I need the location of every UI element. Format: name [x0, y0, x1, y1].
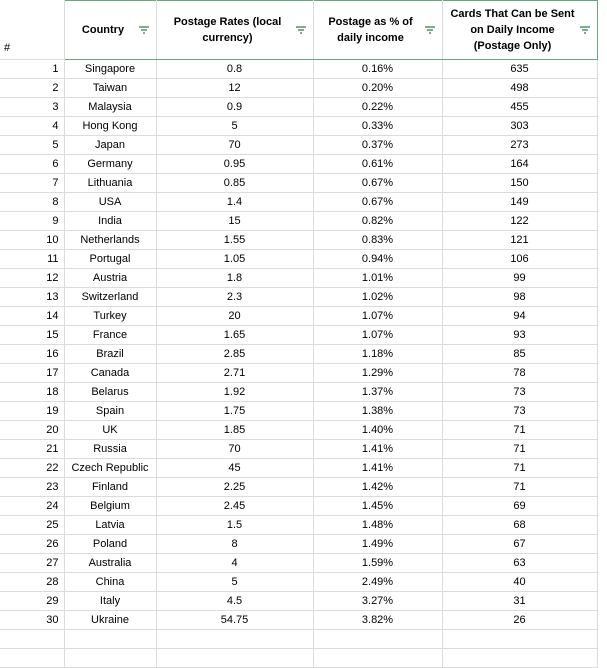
postage-rate-cell[interactable]: 2.3: [156, 287, 313, 306]
row-number-cell[interactable]: 25: [0, 515, 64, 534]
postage-rate-cell[interactable]: 2.25: [156, 477, 313, 496]
table-row: [0, 325, 597, 344]
filter-icon[interactable]: [138, 24, 150, 36]
country-cell[interactable]: Czech Republic: [64, 458, 156, 477]
postage-rate-cell[interactable]: 0.9: [156, 97, 313, 116]
postage-pct-cell[interactable]: 1.41%: [313, 458, 442, 477]
table-row: [0, 287, 597, 306]
cards-cell[interactable]: 69: [442, 496, 597, 515]
cards-cell[interactable]: 122: [442, 211, 597, 230]
country-cell[interactable]: Japan: [64, 135, 156, 154]
row-number-cell[interactable]: 14: [0, 306, 64, 325]
country-cell[interactable]: China: [64, 572, 156, 591]
postage-pct-cell[interactable]: 1.38%: [313, 401, 442, 420]
postage-pct-cell[interactable]: 0.94%: [313, 249, 442, 268]
postage-rate-cell[interactable]: 8: [156, 534, 313, 553]
postage-pct-cell[interactable]: 1.02%: [313, 287, 442, 306]
postage-pct-cell[interactable]: 1.42%: [313, 477, 442, 496]
empty-cell[interactable]: [64, 648, 156, 667]
postage-rate-cell[interactable]: 1.05: [156, 249, 313, 268]
row-number-cell[interactable]: 16: [0, 344, 64, 363]
postage-pct-cell[interactable]: 0.20%: [313, 78, 442, 97]
country-cell[interactable]: Switzerland: [64, 287, 156, 306]
cards-cell[interactable]: 121: [442, 230, 597, 249]
table-row: [0, 439, 597, 458]
row-number-cell[interactable]: 28: [0, 572, 64, 591]
cards-cell[interactable]: 71: [442, 439, 597, 458]
table-row: [0, 610, 597, 629]
cards-cell[interactable]: 85: [442, 344, 597, 363]
table-row: [0, 515, 597, 534]
postage-pct-cell[interactable]: 1.45%: [313, 496, 442, 515]
table-row: [0, 97, 597, 116]
row-number-cell[interactable]: 23: [0, 477, 64, 496]
cards-cell[interactable]: 40: [442, 572, 597, 591]
postage-pct-cell[interactable]: 1.49%: [313, 534, 442, 553]
row-number-cell[interactable]: 1: [0, 59, 64, 78]
country-cell[interactable]: Austria: [64, 268, 156, 287]
country-cell[interactable]: Netherlands: [64, 230, 156, 249]
row-number-cell[interactable]: 22: [0, 458, 64, 477]
postage-rate-cell[interactable]: 45: [156, 458, 313, 477]
cards-cell[interactable]: 498: [442, 78, 597, 97]
country-cell[interactable]: Canada: [64, 363, 156, 382]
table-row: [0, 496, 597, 515]
table-row: [0, 553, 597, 572]
postage-pct-cell[interactable]: 1.29%: [313, 363, 442, 382]
row-number-cell[interactable]: 10: [0, 230, 64, 249]
table-row: [0, 173, 597, 192]
country-cell[interactable]: France: [64, 325, 156, 344]
filter-icon[interactable]: [579, 24, 591, 36]
row-number-cell[interactable]: 24: [0, 496, 64, 515]
row-number-cell[interactable]: 2: [0, 78, 64, 97]
row-number-cell[interactable]: 7: [0, 173, 64, 192]
country-cell[interactable]: Brazil: [64, 344, 156, 363]
country-header-label: Country: [81, 23, 125, 36]
cards-cell[interactable]: 26: [442, 610, 597, 629]
cards-cell[interactable]: 78: [442, 363, 597, 382]
country-cell[interactable]: Taiwan: [64, 78, 156, 97]
row-number-cell[interactable]: 20: [0, 420, 64, 439]
postage-pct-cell[interactable]: 1.48%: [313, 515, 442, 534]
postage-rate-cell[interactable]: 1.8: [156, 268, 313, 287]
postage-rate-cell[interactable]: 1.85: [156, 420, 313, 439]
cards-cell[interactable]: 93: [442, 325, 597, 344]
cards-header[interactable]: [442, 1, 597, 60]
country-cell[interactable]: Germany: [64, 154, 156, 173]
row-number-cell[interactable]: 29: [0, 591, 64, 610]
row-number-cell[interactable]: 13: [0, 287, 64, 306]
cards-cell[interactable]: 63: [442, 553, 597, 572]
postage-pct-cell[interactable]: 3.27%: [313, 591, 442, 610]
cards-cell[interactable]: 303: [442, 116, 597, 135]
table-row: [0, 59, 597, 78]
row-number-cell[interactable]: 21: [0, 439, 64, 458]
cards-cell[interactable]: 98: [442, 287, 597, 306]
row-number-header: #: [0, 1, 64, 60]
postage-rate-cell[interactable]: 70: [156, 439, 313, 458]
table-row: [0, 401, 597, 420]
country-cell[interactable]: Ukraine: [64, 610, 156, 629]
table-row: [0, 420, 597, 439]
country-cell[interactable]: Russia: [64, 439, 156, 458]
empty-cell[interactable]: [0, 648, 64, 667]
table-row: [0, 192, 597, 211]
postage-rate-cell[interactable]: 1.4: [156, 192, 313, 211]
postage-rate-cell[interactable]: 1.65: [156, 325, 313, 344]
country-cell[interactable]: Singapore: [64, 59, 156, 78]
table-row: [0, 211, 597, 230]
table-row: [0, 572, 597, 591]
empty-cell[interactable]: [156, 648, 313, 667]
empty-cell[interactable]: [0, 629, 64, 648]
table-row: [0, 230, 597, 249]
cards-cell[interactable]: 99: [442, 268, 597, 287]
cards-cell[interactable]: 94: [442, 306, 597, 325]
postage-rate-cell[interactable]: 2.85: [156, 344, 313, 363]
empty-cell[interactable]: [64, 629, 156, 648]
table-row: [0, 477, 597, 496]
postage-rate-cell[interactable]: 5: [156, 116, 313, 135]
postage-rates-header-label: Postage Rates (local currency): [173, 15, 282, 44]
cards-cell[interactable]: 106: [442, 249, 597, 268]
postage-rate-cell[interactable]: 0.95: [156, 154, 313, 173]
postage-pct-cell[interactable]: 1.07%: [313, 306, 442, 325]
cards-cell[interactable]: 71: [442, 420, 597, 439]
cards-cell[interactable]: 71: [442, 477, 597, 496]
postage-rate-cell[interactable]: 2.45: [156, 496, 313, 515]
table-row: [0, 306, 597, 325]
empty-row: [0, 629, 597, 648]
row-number-cell[interactable]: 11: [0, 249, 64, 268]
country-cell[interactable]: UK: [64, 420, 156, 439]
cards-cell[interactable]: 273: [442, 135, 597, 154]
cards-cell[interactable]: 68: [442, 515, 597, 534]
postage-pct-cell[interactable]: 1.07%: [313, 325, 442, 344]
postage-pct-cell[interactable]: 0.82%: [313, 211, 442, 230]
cards-cell[interactable]: 73: [442, 382, 597, 401]
empty-cell[interactable]: [313, 629, 442, 648]
table-row: [0, 249, 597, 268]
cards-header-label: Cards That Can be Sent on Daily Income (Postage Only): [450, 7, 575, 52]
filter-icon[interactable]: [295, 24, 307, 36]
table-row: [0, 268, 597, 287]
empty-cell[interactable]: [442, 629, 597, 648]
postage-rate-cell[interactable]: 1.92: [156, 382, 313, 401]
cards-cell[interactable]: 31: [442, 591, 597, 610]
empty-cell[interactable]: [156, 629, 313, 648]
country-cell[interactable]: Italy: [64, 591, 156, 610]
row-number-cell[interactable]: 8: [0, 192, 64, 211]
table-row: [0, 78, 597, 97]
postage-pct-header-label: Postage as % of daily income: [328, 15, 413, 44]
postage-pct-cell[interactable]: 0.61%: [313, 154, 442, 173]
postage-rate-cell[interactable]: 15: [156, 211, 313, 230]
postage-rate-cell[interactable]: 70: [156, 135, 313, 154]
postage-rate-cell[interactable]: 1.75: [156, 401, 313, 420]
header-row: [0, 1, 597, 60]
empty-cell[interactable]: [442, 648, 597, 667]
postage-rate-cell[interactable]: 5: [156, 572, 313, 591]
row-number-cell[interactable]: 26: [0, 534, 64, 553]
cards-cell[interactable]: 149: [442, 192, 597, 211]
postage-pct-cell[interactable]: 1.41%: [313, 439, 442, 458]
country-cell[interactable]: Belgium: [64, 496, 156, 515]
postage-pct-cell[interactable]: 0.37%: [313, 135, 442, 154]
table-row: [0, 363, 597, 382]
postage-rate-cell[interactable]: 4.5: [156, 591, 313, 610]
postage-pct-cell[interactable]: 1.59%: [313, 553, 442, 572]
postage-pct-cell[interactable]: 1.18%: [313, 344, 442, 363]
table-row: [0, 458, 597, 477]
table-row: [0, 591, 597, 610]
row-number-cell[interactable]: 19: [0, 401, 64, 420]
postage-pct-cell[interactable]: 2.49%: [313, 572, 442, 591]
row-number-cell[interactable]: 6: [0, 154, 64, 173]
row-number-cell[interactable]: 27: [0, 553, 64, 572]
country-cell[interactable]: Belarus: [64, 382, 156, 401]
country-header[interactable]: [64, 1, 156, 60]
cards-cell[interactable]: 67: [442, 534, 597, 553]
postage-pct-cell[interactable]: 0.22%: [313, 97, 442, 116]
postage-rates-header[interactable]: [156, 1, 313, 60]
postage-rate-cell[interactable]: 2.71: [156, 363, 313, 382]
row-number-cell[interactable]: 15: [0, 325, 64, 344]
postage-pct-cell[interactable]: 0.83%: [313, 230, 442, 249]
empty-row: [0, 648, 597, 667]
postage-pct-cell[interactable]: 0.67%: [313, 192, 442, 211]
filter-icon[interactable]: [424, 24, 436, 36]
country-cell[interactable]: Latvia: [64, 515, 156, 534]
country-cell[interactable]: Malaysia: [64, 97, 156, 116]
row-number-cell[interactable]: 4: [0, 116, 64, 135]
row-number-cell[interactable]: 18: [0, 382, 64, 401]
postage-rate-cell[interactable]: 54.75: [156, 610, 313, 629]
postage-rate-cell[interactable]: 1.55: [156, 230, 313, 249]
country-cell[interactable]: Poland: [64, 534, 156, 553]
table-row: [0, 116, 597, 135]
postage-rate-cell[interactable]: 1.5: [156, 515, 313, 534]
country-cell[interactable]: Lithuania: [64, 173, 156, 192]
empty-cell[interactable]: [313, 648, 442, 667]
row-number-cell[interactable]: 5: [0, 135, 64, 154]
row-number-cell[interactable]: 12: [0, 268, 64, 287]
postage-pct-cell[interactable]: 0.33%: [313, 116, 442, 135]
row-number-cell[interactable]: 9: [0, 211, 64, 230]
country-cell[interactable]: Hong Kong: [64, 116, 156, 135]
country-cell[interactable]: USA: [64, 192, 156, 211]
cards-cell[interactable]: 635: [442, 59, 597, 78]
postage-pct-cell[interactable]: 1.01%: [313, 268, 442, 287]
postage-pct-header[interactable]: [313, 1, 442, 60]
postage-rate-cell[interactable]: 0.85: [156, 173, 313, 192]
postage-pct-cell[interactable]: 0.16%: [313, 59, 442, 78]
cards-cell[interactable]: 164: [442, 154, 597, 173]
cards-cell[interactable]: 455: [442, 97, 597, 116]
postage-rate-cell[interactable]: 0.8: [156, 59, 313, 78]
country-cell[interactable]: Portugal: [64, 249, 156, 268]
table-row: [0, 534, 597, 553]
row-number-cell[interactable]: 3: [0, 97, 64, 116]
cards-cell[interactable]: 71: [442, 458, 597, 477]
row-number-cell[interactable]: 30: [0, 610, 64, 629]
postage-pct-cell[interactable]: 0.67%: [313, 173, 442, 192]
postage-pct-cell[interactable]: 1.40%: [313, 420, 442, 439]
postage-pct-cell[interactable]: 3.82%: [313, 610, 442, 629]
postage-rate-cell[interactable]: 20: [156, 306, 313, 325]
table-row: [0, 344, 597, 363]
postage-pct-cell[interactable]: 1.37%: [313, 382, 442, 401]
country-cell[interactable]: Spain: [64, 401, 156, 420]
row-number-cell[interactable]: 17: [0, 363, 64, 382]
table-row: [0, 154, 597, 173]
cards-cell[interactable]: 73: [442, 401, 597, 420]
country-cell[interactable]: India: [64, 211, 156, 230]
table-row: [0, 135, 597, 154]
cards-cell[interactable]: 150: [442, 173, 597, 192]
postage-rate-cell[interactable]: 12: [156, 78, 313, 97]
postage-rate-cell[interactable]: 4: [156, 553, 313, 572]
table-row: [0, 382, 597, 401]
country-cell[interactable]: Finland: [64, 477, 156, 496]
country-cell[interactable]: Turkey: [64, 306, 156, 325]
country-cell[interactable]: Australia: [64, 553, 156, 572]
